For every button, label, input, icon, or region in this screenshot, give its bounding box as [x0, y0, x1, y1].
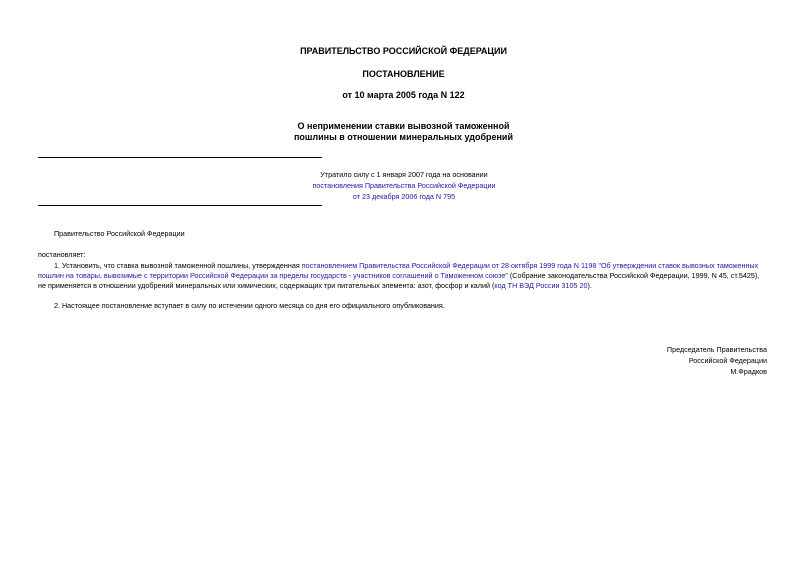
status-note-text: Утратило силу с 1 января 2007 года на основании	[320, 170, 488, 179]
decree-1198-link[interactable]: постановлением Правительства Российской Федерации от 28 октября 1999 года N 1198 "Об утверждении ставок вывозных таможенных	[301, 261, 759, 270]
repeal-decree-link-line-2[interactable]: от 23 декабря 2006 года N 795	[352, 192, 456, 201]
signatory-name: М.Фрадков	[730, 367, 767, 376]
signatory-position-line-2: Российской Федерации	[688, 356, 767, 365]
signatory-position-line-1: Председатель Правительства	[666, 345, 767, 354]
decree-1198-link-cont[interactable]: пошлин на товары, вывозимые с территории Российской Федерации за пределы государств - участников соглашений о Таможенном союзе"	[38, 271, 508, 280]
document-date-number: от 10 марта 2005 года N 122	[342, 90, 465, 100]
item-1-line-3	[38, 281, 592, 292]
item-1-line-1	[54, 261, 758, 272]
top-divider	[38, 157, 322, 158]
item-1-prefix: 1. Установить, что ставка вывозной таможенной пошлины, утвержденная	[54, 261, 302, 270]
item-2-text: 2. Настоящее постановление вступает в силу по истечении одного месяца со дня его официального опубликования.	[54, 301, 445, 310]
document-title-line-1: О неприменении ставки вывозной таможенной	[297, 121, 510, 131]
item-1-line-3-text: не применяется в отношении удобрений минеральных или химических, содержащих три питательных элемента: азот, фосфор и калий (	[38, 281, 495, 290]
document-type-heading: ПОСТАНОВЛЕНИЕ	[362, 69, 445, 79]
decrees-text: постановляет:	[38, 250, 86, 259]
repeal-decree-link-line-1[interactable]: постановления Правительства Российской Федерации	[312, 181, 496, 190]
document-title-line-2: пошлины в отношении минеральных удобрений	[293, 132, 514, 142]
bottom-divider	[38, 205, 322, 206]
customs-code-link[interactable]: код ТН ВЭД России 3105 20	[494, 281, 588, 290]
authority-heading: ПРАВИТЕЛЬСТВО РОССИЙСКОЙ ФЕДЕРАЦИИ	[300, 46, 507, 56]
item-1-suffix: ).	[587, 281, 592, 290]
item-1-middle: (Собрание законодательства Российской Федерации, 1999, N 45, ст.5425),	[507, 271, 760, 280]
item-1-line-2	[38, 271, 759, 282]
issuer-text: Правительство Российской Федерации	[54, 229, 185, 238]
